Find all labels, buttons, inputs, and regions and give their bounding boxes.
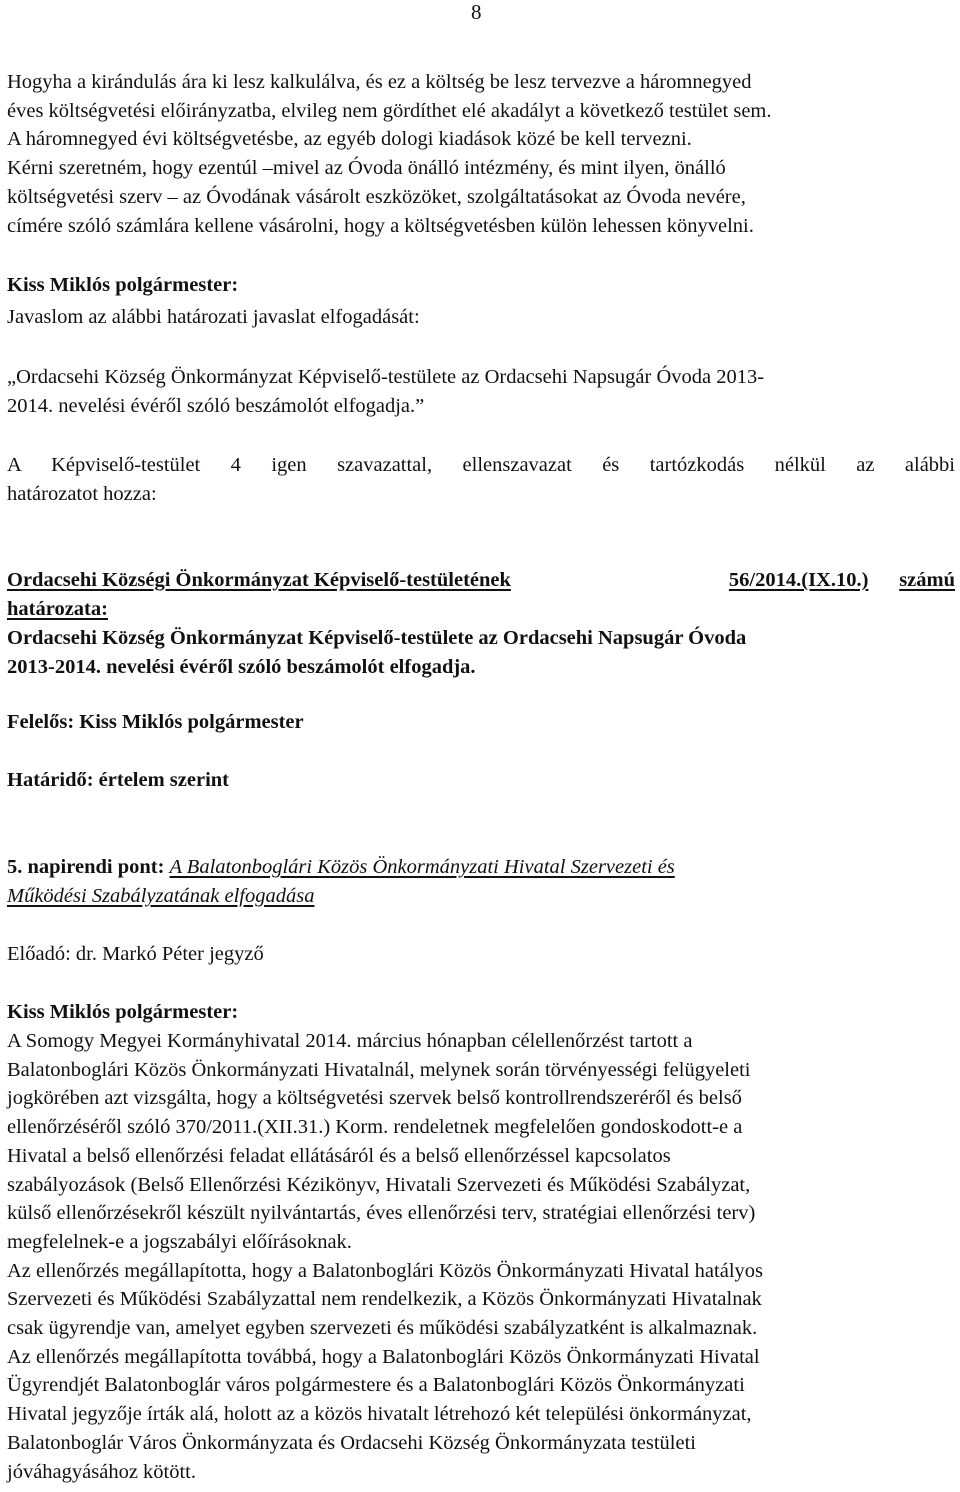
text-line: Ügyrendjét Balatonboglár város polgármestere és a Balatonboglári Közös Önkormányzati <box>7 1374 745 1397</box>
text-line: Balatonboglári Közös Önkormányzati Hivatalnál, melynek során törvényességi felügyeleti <box>7 1058 751 1081</box>
speaker-label: Kiss Miklós polgármester: <box>7 1001 239 1023</box>
deadline-line: Határidő: értelem szerint <box>7 769 229 791</box>
text-line: költségvetési szerv – az Óvodának vásárolt eszközöket, szolgáltatásokat az Óvoda nevére, <box>7 185 746 208</box>
resolution-body-name: Ordacsehi Községi Önkormányzat Képviselő-testületének <box>7 569 511 591</box>
text-line: Ordacsehi Község Önkormányzat Képviselő-testülete az Ordacsehi Napsugár Óvoda <box>7 627 747 649</box>
text-line: szabályozások (Belső Ellenőrzési Kézikönyv, Hivatali Szervezeti és Működési Szabályzat, <box>7 1173 751 1196</box>
agenda-title: A Balatonboglári Közös Önkormányzati Hivatal Szervezeti és <box>169 856 675 878</box>
text-line: külső ellenőrzésekről készült nyilvántartás, éves ellenőrzési terv, stratégiai ellenőrzési terv) <box>7 1202 756 1225</box>
text-line: ellenőrzéséről szóló 370/2011.(XII.31.) Korm. rendeletnek megfelelően gondoskodott-e a <box>7 1116 743 1139</box>
text-line: jóváhagyásához kötött. <box>7 1460 197 1483</box>
text-line: A Somogy Megyei Kormányhivatal 2014. március hónapban célellenőrzést tartott a <box>7 1030 693 1052</box>
text-line: A háromnegyed évi költségvetésbe, az egyéb dologi kiadások közé be kell tervezni. <box>7 128 692 151</box>
text-line: jogkörében azt vizsgálta, hogy a költségvetési szervek belső kontrollrendszeréről és belső <box>7 1087 742 1110</box>
agenda-label: 5. napirendi pont: <box>7 856 165 878</box>
text-line: Szervezeti és Működési Szabályzattal nem rendelkezik, a Közös Önkormányzati Hivatalnak <box>7 1288 762 1311</box>
text-line: Az ellenőrzés megállapította, hogy a Balatonboglári Közös Önkormányzati Hivatal hatályos <box>7 1259 763 1282</box>
presenter-line: Előadó: dr. Markó Péter jegyző <box>7 943 264 965</box>
paragraph-ellenorzes <box>7 1027 955 1486</box>
text-line: Az ellenőrzés megállapította továbbá, hogy a Balatonboglári Közös Önkormányzati Hivatal <box>7 1345 760 1368</box>
text-line: Hivatal jegyzője írták alá, holott az a közös hivatalt létrehozó két települési önkormányzat, <box>7 1403 752 1426</box>
resolution-suffix: számú <box>899 569 955 591</box>
vote-statement <box>7 451 955 508</box>
text-line: címére szóló számlára kellene vásárolni, hogy a költségvetésben külön lehessen könyvelni. <box>7 214 754 237</box>
resolution-heading-line <box>7 566 955 595</box>
text-line: A Képviselő-testület 4 igen szavazattal, ellenszavazat és tartózkodás nélkül az alábbi <box>7 454 955 476</box>
agenda-item <box>7 853 955 910</box>
text-line: határozatot hozza: <box>7 482 157 505</box>
proposal-intro: Javaslom az alábbi határozati javaslat elfogadását: <box>7 306 420 328</box>
paragraph-kirandulas <box>7 68 955 240</box>
resolution-text <box>7 624 955 681</box>
text-line: 2013-2014. nevelési évéről szóló beszámolót elfogadja. <box>7 655 476 678</box>
text-line: Kérni szeretném, hogy ezentúl –mivel az Óvoda önálló intézmény, és mint ilyen, önálló <box>7 157 726 180</box>
agenda-title-continued: Működési Szabályzatának elfogadása <box>7 884 315 907</box>
resolution-heading <box>7 566 955 623</box>
resolution-number: 56/2014.(IX.10.) <box>728 569 869 591</box>
text-line: 2014. nevelési évéről szóló beszámolót elfogadja.” <box>7 394 425 417</box>
text-line: Hogyha a kirándulás ára ki lesz kalkulálva, és ez a költség be lesz tervezve a háromnegyed <box>7 71 752 93</box>
page-number: 8 <box>471 0 482 24</box>
proposal-quote <box>7 363 955 420</box>
speaker-label: Kiss Miklós polgármester: <box>7 274 239 296</box>
text-line: éves költségvetési előirányzatba, elvileg nem gördíthet elé akadályt a következő testület sem. <box>7 99 772 122</box>
text-line: Hivatal a belső ellenőrzési feladat ellátásáról és a belső ellenőrzéssel kapcsolatos <box>7 1144 671 1167</box>
text-line: Balatonboglár Város Önkormányzata és Ordacsehi Község Önkormányzata testületi <box>7 1431 696 1454</box>
responsible-line: Felelős: Kiss Miklós polgármester <box>7 711 304 733</box>
resolution-heading-line2: határozata: <box>7 597 108 620</box>
text-line: megfelelnek-e a jogszabályi előírásoknak. <box>7 1230 352 1253</box>
text-line: „Ordacsehi Község Önkormányzat Képviselő-testülete az Ordacsehi Napsugár Óvoda 2013- <box>7 366 765 388</box>
text-line: csak ügyrendje van, amelyet egyben szervezeti és működési szabályzatként is alkalmaznak. <box>7 1317 758 1340</box>
